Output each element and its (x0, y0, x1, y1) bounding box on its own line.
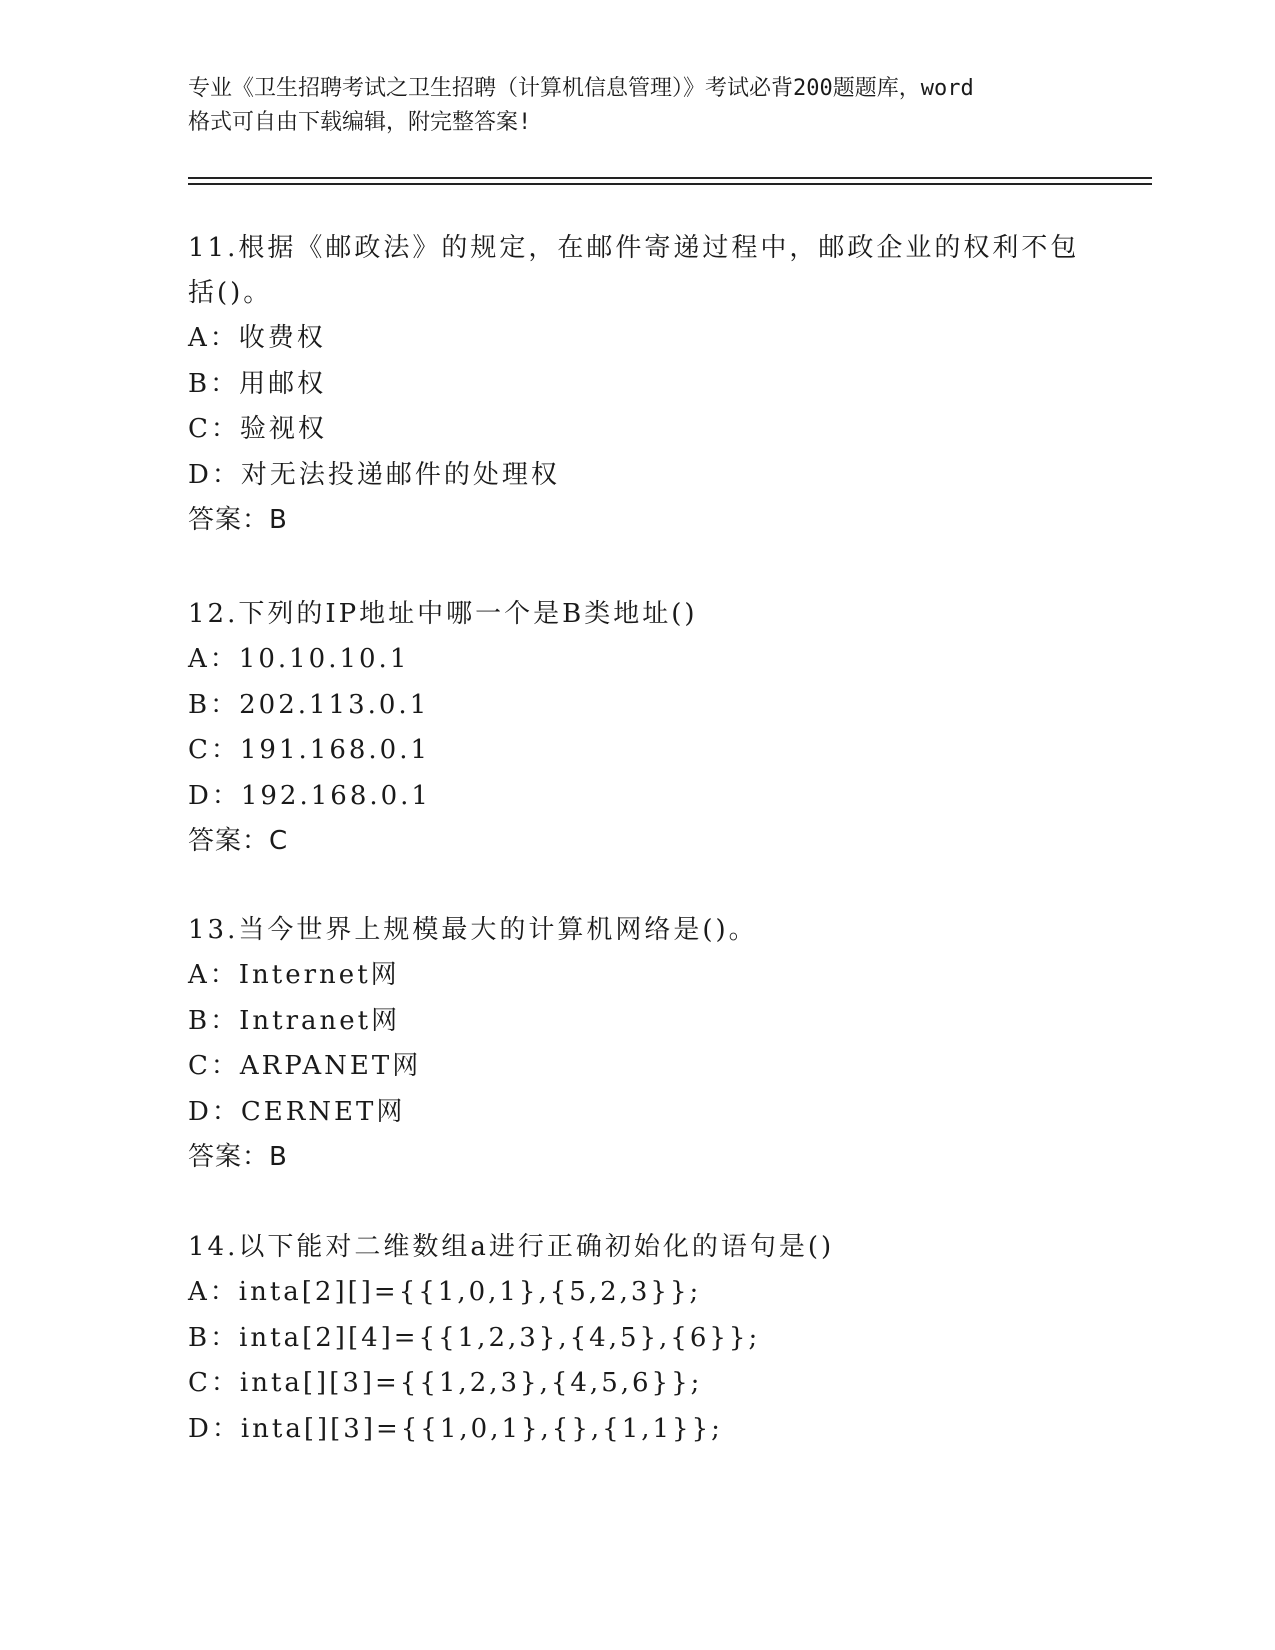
header-line-2: 格式可自由下载编辑，附完整答案! (188, 110, 532, 135)
question-13 (188, 908, 1088, 1180)
option-a: A：收费权 (188, 323, 326, 353)
question-text-line-1: 11.根据《邮政法》的规定，在邮件寄递过程中，邮政企业的权利不包 (188, 233, 1080, 263)
answer: 答案：C (188, 826, 289, 856)
question-text-line-1: 13.当今世界上规模最大的计算机网络是()。 (188, 915, 758, 945)
option-b: B：用邮权 (188, 368, 327, 399)
option-c: C：191.168.0.1 (188, 735, 431, 765)
option-b: B：inta[2][4]={{1,2,3},{4,5},{6}}; (188, 1322, 761, 1353)
option-d: D：CERNET网 (188, 1096, 406, 1127)
header-divider-bottom (188, 183, 1152, 185)
option-a: A：inta[2][]={{1,0,1},{5,2,3}}; (188, 1277, 702, 1307)
document-header (188, 72, 1088, 140)
question-text-line-1: 14.以下能对二维数组a进行正确初始化的语句是() (188, 1232, 835, 1262)
option-d: D：对无法投递邮件的处理权 (188, 459, 560, 490)
question-text-line-2: 括()。 (188, 278, 273, 308)
option-c: C：ARPANET网 (188, 1051, 422, 1081)
option-c: C：inta[][3]={{1,2,3},{4,5,6}}; (188, 1368, 703, 1398)
option-b: B：202.113.0.1 (188, 689, 430, 720)
option-b: B：Intranet网 (188, 1005, 401, 1036)
question-text-line-1: 12.下列的IP地址中哪一个是B类地址() (188, 599, 698, 629)
header-divider-top (188, 177, 1152, 179)
option-d: D：192.168.0.1 (188, 780, 431, 811)
option-c: C：验视权 (188, 414, 327, 444)
answer: 答案：B (188, 1142, 288, 1172)
answer: 答案：B (188, 505, 288, 535)
option-a: A：10.10.10.1 (188, 644, 410, 674)
question-14 (188, 1225, 1088, 1452)
question-11 (188, 226, 1088, 543)
option-a: A：Internet网 (188, 960, 400, 990)
option-d: D：inta[][3]={{1,0,1},{},{1,1}}; (188, 1413, 723, 1444)
question-12 (188, 592, 1088, 864)
header-line-1: 专业《卫生招聘考试之卫生招聘（计算机信息管理）》考试必背200题题库，word (188, 76, 974, 101)
